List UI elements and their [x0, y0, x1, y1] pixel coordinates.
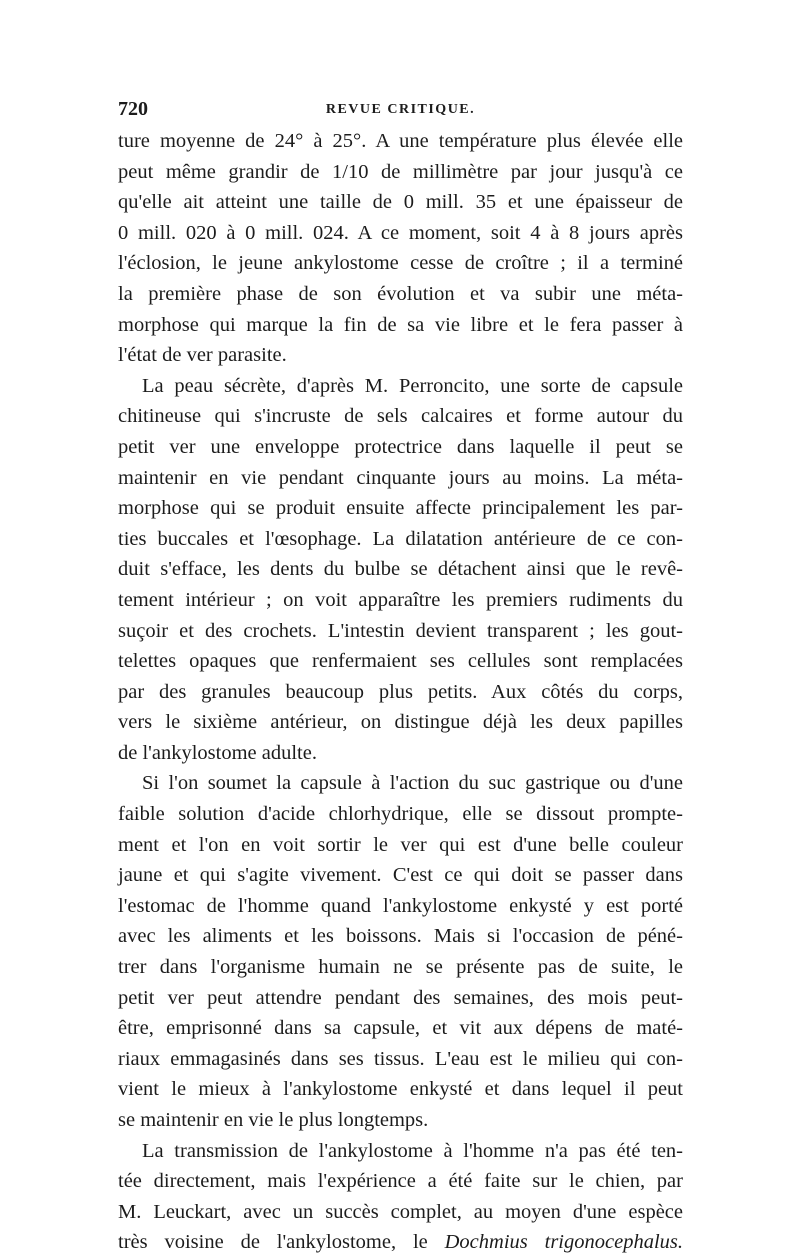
page-number: 720 [118, 98, 148, 120]
paragraph [118, 768, 683, 1135]
text-line: telettes opaques que renfermaient ses cellules sont remplacées [118, 650, 683, 673]
text-line: qu'elle ait atteint une taille de 0 mill. 35 et une épaisseur de [118, 191, 683, 214]
text-line: duit s'efface, les dents du bulbe se détachent ainsi que le revê- [118, 558, 683, 581]
text-line: morphose qui se produit ensuite affecte principalement les par- [118, 497, 683, 520]
text-line: jaune et qui s'agite vivement. C'est ce qui doit se passer dans [118, 864, 683, 887]
text-line: de l'ankylostome adulte. [118, 741, 317, 764]
text-line: La transmission de l'ankylostome à l'homme n'a pas été ten- [142, 1139, 683, 1162]
text-line: l'estomac de l'homme quand l'ankylostome enkysté y est porté [118, 894, 683, 917]
text-line: l'état de ver parasite. [118, 344, 287, 367]
text-line: morphose qui marque la fin de sa vie libre et le fera passer à [118, 313, 683, 336]
paragraph [118, 371, 683, 769]
text-line: 0 mill. 020 à 0 mill. 024. A ce moment, soit 4 à 8 jours après [118, 221, 683, 244]
text-line: vers le sixième antérieur, on distingue déjà les deux papilles [118, 711, 683, 734]
species-name: Dochmius trigonocephalus. [444, 1231, 683, 1254]
text-line: chitineuse qui s'incruste de sels calcaires et forme autour du [118, 405, 683, 428]
text-line-roman: très voisine de l'ankylostome, le [118, 1231, 445, 1254]
text-line: petit ver une enveloppe protectrice dans laquelle il peut se [118, 435, 683, 458]
text-line: petit ver peut attendre pendant des semaines, des mois peut- [118, 986, 683, 1009]
text-line: la première phase de son évolution et va subir une méta- [118, 282, 683, 305]
text-line: vient le mieux à l'ankylostome enkysté et dans lequel il peut [118, 1078, 683, 1101]
text-line: par des granules beaucoup plus petits. Aux côtés du corps, [118, 680, 683, 703]
text-line: Si l'on soumet la capsule à l'action du suc gastrique ou d'une [142, 772, 683, 795]
text-line: ties buccales et l'œsophage. La dilatation antérieure de ce con- [118, 527, 683, 550]
paragraph [118, 1136, 683, 1258]
text-line: riaux emmagasinés dans ses tissus. L'eau est le milieu qui con- [118, 1047, 683, 1070]
text-line: M. Leuckart, avec un succès complet, au moyen d'une espèce [118, 1200, 683, 1223]
text-line: maintenir en vie pendant cinquante jours au moins. La méta- [118, 466, 683, 489]
page-header [118, 98, 683, 124]
text-line: tement intérieur ; on voit apparaître les premiers rudiments du [118, 588, 683, 611]
text-line: La peau sécrète, d'après M. Perroncito, une sorte de capsule [142, 374, 683, 397]
text-line: avec les aliments et les boissons. Mais si l'occasion de péné- [118, 925, 683, 948]
body-text [118, 126, 683, 1258]
text-line: ture moyenne de 24° à 25°. A une température plus élevée elle [118, 130, 683, 152]
text-line: tée directement, mais l'expérience a été faite sur le chien, par [118, 1170, 683, 1193]
text-line: ment et l'on en voit sortir le ver qui est d'une belle couleur [118, 833, 683, 856]
text-line: l'éclosion, le jeune ankylostome cesse de croître ; il a terminé [118, 252, 683, 275]
text-line: trer dans l'organisme humain ne se présente pas de suite, le [118, 956, 683, 979]
running-head: REVUE CRITIQUE. [325, 102, 476, 117]
text-line: faible solution d'acide chlorhydrique, elle se dissout prompte- [118, 803, 683, 826]
text-line: être, emprisonné dans sa capsule, et vit aux dépens de maté- [118, 1017, 683, 1040]
text-line [118, 1227, 683, 1258]
text-line: suçoir et des crochets. L'intestin devient transparent ; les gout- [118, 619, 683, 642]
text-line: se maintenir en vie le plus longtemps. [118, 1109, 429, 1131]
text-line: peut même grandir de 1/10 de millimètre par jour jusqu'à ce [118, 160, 683, 183]
paragraph [118, 126, 683, 371]
